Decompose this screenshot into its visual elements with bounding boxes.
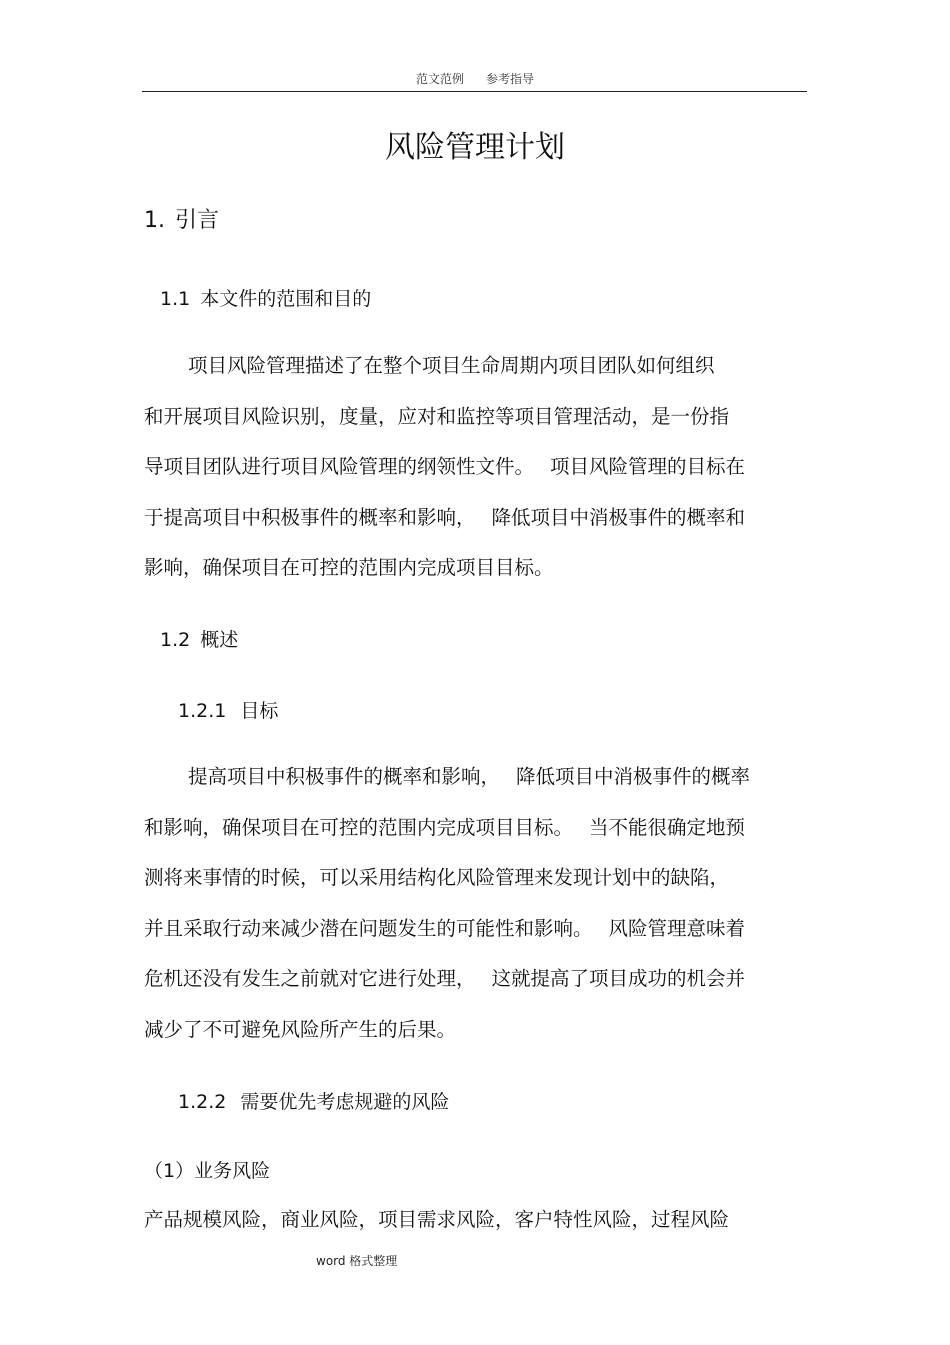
paragraph-line: 减少了不可避免风险所产生的后果。 (144, 1017, 457, 1041)
section-heading-1-2-1 (178, 696, 278, 723)
section-heading-1 (144, 203, 219, 234)
section-number: 1.2.2 (178, 1091, 227, 1113)
section-heading-1-1 (160, 284, 371, 311)
paragraph-line: 产品规模风险，商业风险，项目需求风险，客户特性风险，过程风险 (144, 1208, 730, 1231)
page-header (0, 70, 950, 87)
document-title: 风险管理计划 (385, 130, 565, 165)
list-item-business-risk: （1）业务风险 (144, 1160, 271, 1182)
header-divider (142, 91, 807, 92)
paragraph-line: 导项目团队进行项目风险管理的纲领性文件。 项目风险管理的目标在 (144, 455, 745, 478)
section-number: 1. (144, 208, 165, 233)
paragraph-scope-purpose (144, 341, 745, 594)
section-number: 1.2 (160, 629, 191, 651)
section-label: 引言 (175, 208, 220, 233)
paragraph-line: 提高项目中积极事件的概率和影响， 降低项目中消极事件的概率 (188, 765, 750, 788)
paragraph-business-risk (144, 1195, 729, 1246)
header-left-text: 范文范例 (415, 72, 464, 86)
paragraph-line: 和影响，确保项目在可控的范围内完成项目目标。 当不能很确定地预 (144, 815, 745, 839)
section-heading-1-2 (160, 625, 238, 652)
section-label: 需要优先考虑规避的风险 (240, 1091, 450, 1113)
page-footer: word 格式整理 (316, 1254, 398, 1268)
paragraph-line: 项目风险管理描述了在整个项目生命周期内项目团队如何组织 (188, 354, 715, 377)
section-label: 概述 (200, 629, 239, 651)
paragraph-line: 和开展项目风险识别，度量，应对和监控等项目管理活动，是一份指 (144, 404, 730, 428)
header-right-text: 参考指导 (486, 72, 535, 86)
paragraph-line: 测将来事情的时候，可以采用结构化风险管理来发现计划中的缺陷， (144, 866, 730, 889)
section-label: 本文件的范围和目的 (200, 288, 372, 310)
paragraph-objectives (144, 752, 750, 1055)
paragraph-line: 并且采取行动来减少潜在问题发生的可能性和影响。 风险管理意味着 (144, 916, 745, 940)
paragraph-line: 影响，确保项目在可控的范围内完成项目目标。 (144, 556, 554, 579)
paragraph-line: 于提高项目中积极事件的概率和影响， 降低项目中消极事件的概率和 (144, 505, 745, 529)
section-label: 目标 (240, 700, 279, 722)
section-number: 1.1 (160, 288, 191, 310)
section-number: 1.2.1 (178, 700, 227, 722)
section-heading-1-2-2 (178, 1087, 449, 1114)
paragraph-line: 危机还没有发生之前就对它进行处理， 这就提高了项目成功的机会并 (144, 967, 745, 990)
